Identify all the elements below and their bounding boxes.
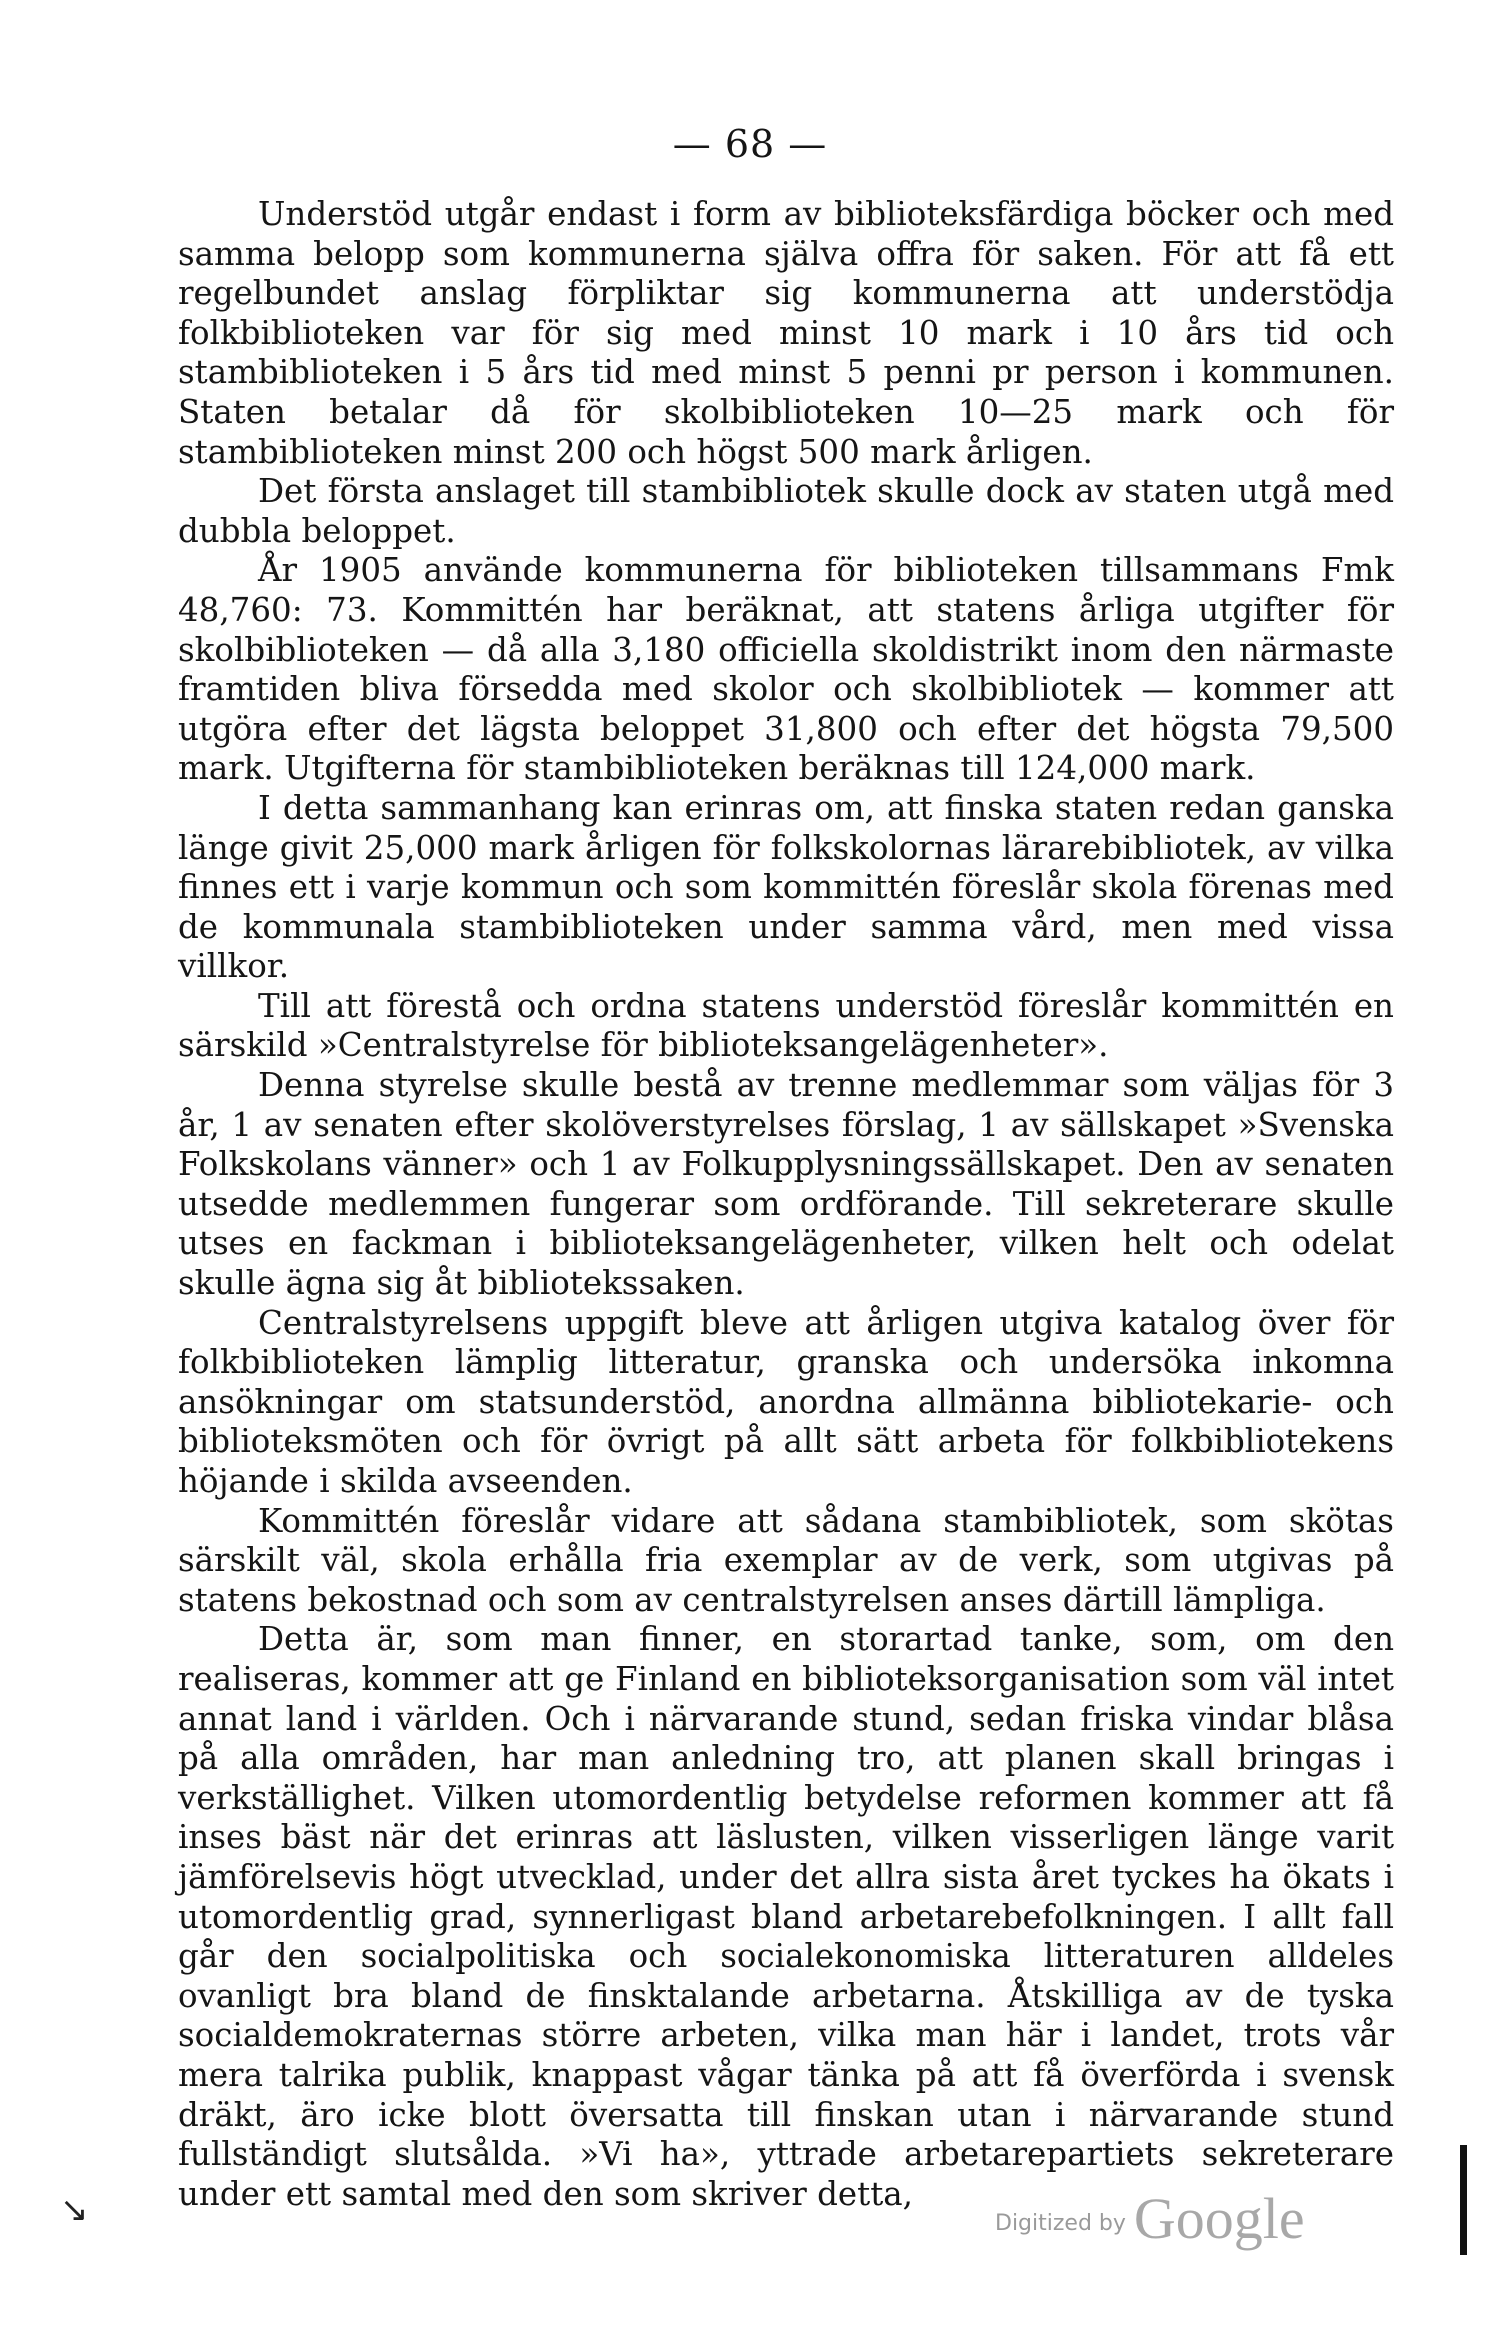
page-number: — 68 — [672, 122, 828, 166]
body-text [178, 195, 1394, 2214]
paragraph: Kommittén föreslår vidare att sådana stambibliotek, som skötas särskilt väl, skola erhålla fria exemplar av de verk, som utgivas på statens bekostnad och som av centralstyrelsen anses därtill lämpliga. [178, 1501, 1394, 1619]
scan-edge-mark [1460, 2145, 1467, 2255]
digitized-label: Digitized by [995, 2211, 1126, 2236]
paragraph: Denna styrelse skulle bestå av trenne medlemmar som väljas för 3 år, 1 av senaten efter skolöverstyrelses förslag, 1 av sällskapet »Svenska Folkskolans vänner» och 1 av Folkupplysningssällskapet. Den av senaten utsedde medlemmen fungerar som ordförande. Till sekreterare skulle utses en fackman i biblioteksangelägenheter, vilken helt och odelat skulle ägna sig åt bibliotekssaken. [178, 1066, 1394, 1303]
paragraph: I detta sammanhang kan erinras om, att finska staten redan ganska länge givit 25,000 mark årligen för folkskolornas lärarebibliotek, av vilka finnes ett i varje kommun och som kommittén föreslår skola förenas med de kommunala stambiblioteken under samma vård, men med vissa villkor. [178, 788, 1394, 986]
google-logo: Google [1133, 2186, 1305, 2251]
paragraph: Detta är, som man finner, en storartad tanke, som, om den realiseras, kommer att ge Finland en biblioteksorganisation som väl intet annat land i världen. Och i närvarande stund, sedan friska vindar blåsa på alla områden, har man anledning tro, att planen skall bringas i verkställighet. Vilken utomordentlig betydelse reformen kommer att få inses bäst när det erinras att läslusten, vilken visserligen länge varit jämförelsevis högt utvecklad, under det allra sista året tyckes ha ökats i utomordentlig grad, synnerligast bland arbetarebefolkningen. I allt fall går den socialpolitiska och socialekonomiska litteraturen alldeles ovanligt bra bland de finsktalande arbetarna. Åtskilliga av de tyska socialdemokraternas större arbeten, vilka man här i landet, trots vår mera talrika publik, knappast vågar tänka på att få överförda i svensk dräkt, äro icke blott översatta till finskan utan i närvarande stund fullständigt slutsålda. »Vi ha», yttrade arbetarepartiets sekreterare under ett samtal med den som skriver detta, [178, 1620, 1394, 2213]
digitized-watermark [995, 2185, 1305, 2252]
scan-mark-icon: ↘ [60, 2190, 89, 2230]
paragraph: Understöd utgår endast i form av biblioteksfärdiga böcker och med samma belopp som kommunerna själva offra för saken. För att få ett regelbundet anslag förpliktar sig kommunerna att understödja folkbiblioteken var för sig med minst 10 mark i 10 års tid och stambiblioteken i 5 års tid med minst 5 penni pr person i kommunen. Staten betalar då för skolbiblioteken 10—25 mark och för stambiblioteken minst 200 och högst 500 mark årligen. [178, 195, 1394, 471]
paragraph: Till att förestå och ordna statens understöd föreslår kommittén en särskild »Centralstyrelse för biblioteksangelägenheter». [178, 986, 1394, 1065]
paragraph: Centralstyrelsens uppgift bleve att årligen utgiva katalog över för folkbiblioteken lämplig litteratur, granska och undersöka inkomna ansökningar om statsunderstöd, anordna allmänna bibliotekarie- och biblioteksmöten och för övrigt på allt sätt arbeta för folkbibliotekens höjande i skilda avseenden. [178, 1303, 1394, 1500]
paragraph: Det första anslaget till stambibliotek skulle dock av staten utgå med dubbla beloppet. [178, 472, 1394, 550]
paragraph: År 1905 använde kommunerna för biblioteken tillsammans Fmk 48,760: 73. Kommittén har beräknat, att statens årliga utgifter för skolbiblioteken — då alla 3,180 officiella skoldistrikt inom den närmaste framtiden bliva försedda med skolor och skolbibliotek — kommer att utgöra efter det lägsta beloppet 31,800 och efter det högsta 79,500 mark. Utgifterna för stambiblioteken beräknas till 124,000 mark. [178, 551, 1394, 788]
